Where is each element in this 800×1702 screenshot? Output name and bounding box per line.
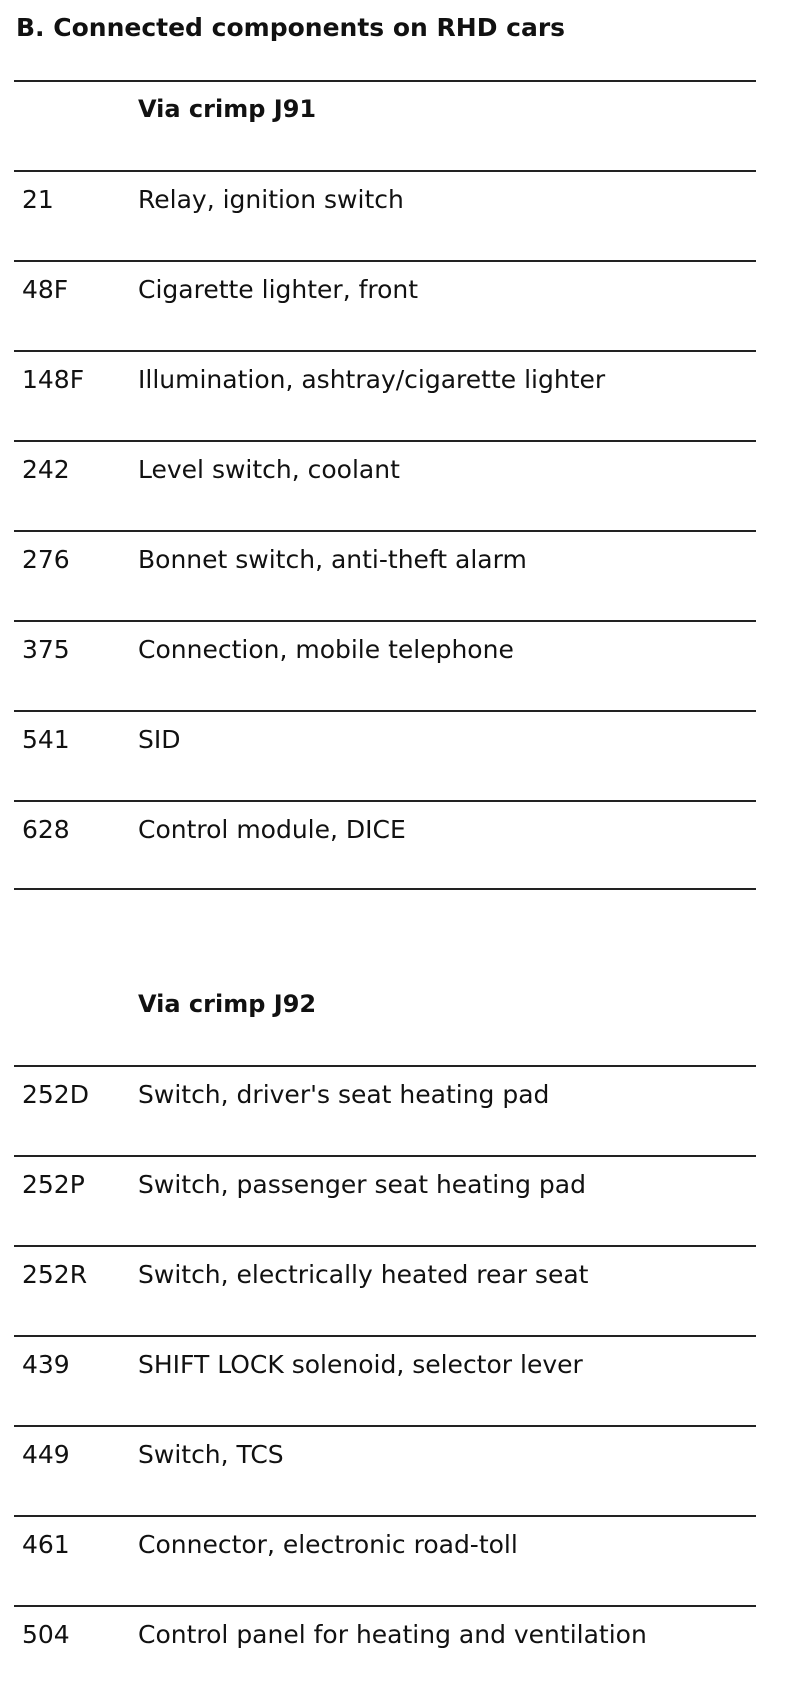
table-row [14, 1245, 756, 1335]
table-row [14, 260, 756, 350]
component-code: 375 [22, 635, 70, 664]
component-code: 252R [22, 1260, 88, 1289]
component-description: Control module, DICE [138, 815, 406, 844]
component-description: Illumination, ashtray/cigarette lighter [138, 365, 606, 394]
component-code: 628 [22, 815, 70, 844]
table-row [14, 1605, 756, 1665]
section-header [14, 977, 756, 1065]
table-row [14, 1515, 756, 1605]
component-description: Bonnet switch, anti-theft alarm [138, 545, 527, 574]
table-row [14, 350, 756, 440]
component-code: 148F [22, 365, 85, 394]
component-code: 252D [22, 1080, 89, 1109]
component-description: Cigarette lighter, front [138, 275, 419, 304]
section-header [14, 80, 756, 170]
table-row [14, 1065, 756, 1155]
table-row [14, 620, 756, 710]
table-row [14, 530, 756, 620]
table-row [14, 440, 756, 530]
table-row [14, 710, 756, 800]
component-code: 48F [22, 275, 69, 304]
component-description: Control panel for heating and ventilation [138, 1620, 647, 1649]
table-row [14, 1155, 756, 1245]
page-title: B. Connected components on RHD cars [16, 13, 566, 42]
component-code: 276 [22, 545, 70, 574]
component-description: SHIFT LOCK solenoid, selector lever [138, 1350, 583, 1379]
component-code: 242 [22, 455, 70, 484]
component-description: Switch, electrically heated rear seat [138, 1260, 589, 1289]
component-description: Switch, TCS [138, 1440, 284, 1469]
component-code: 449 [22, 1440, 70, 1469]
component-code: 461 [22, 1530, 70, 1559]
table-row [14, 170, 756, 260]
section-title: Via crimp J92 [138, 990, 317, 1018]
component-description: SID [138, 725, 181, 754]
component-description: Relay, ignition switch [138, 185, 404, 214]
component-description: Level switch, coolant [138, 455, 400, 484]
table-row [14, 800, 756, 890]
component-description: Connector, electronic road-toll [138, 1530, 518, 1559]
component-code: 252P [22, 1170, 85, 1199]
table-row [14, 1425, 756, 1515]
component-description: Connection, mobile telephone [138, 635, 514, 664]
component-description: Switch, passenger seat heating pad [138, 1170, 586, 1199]
component-code: 504 [22, 1620, 70, 1649]
component-code: 21 [22, 185, 54, 214]
section-via-crimp-j91 [14, 80, 756, 890]
table-row [14, 1335, 756, 1425]
component-description: Switch, driver's seat heating pad [138, 1080, 550, 1109]
section-via-crimp-j92 [14, 977, 756, 1665]
component-code: 439 [22, 1350, 70, 1379]
section-title: Via crimp J91 [138, 95, 317, 123]
component-code: 541 [22, 725, 70, 754]
